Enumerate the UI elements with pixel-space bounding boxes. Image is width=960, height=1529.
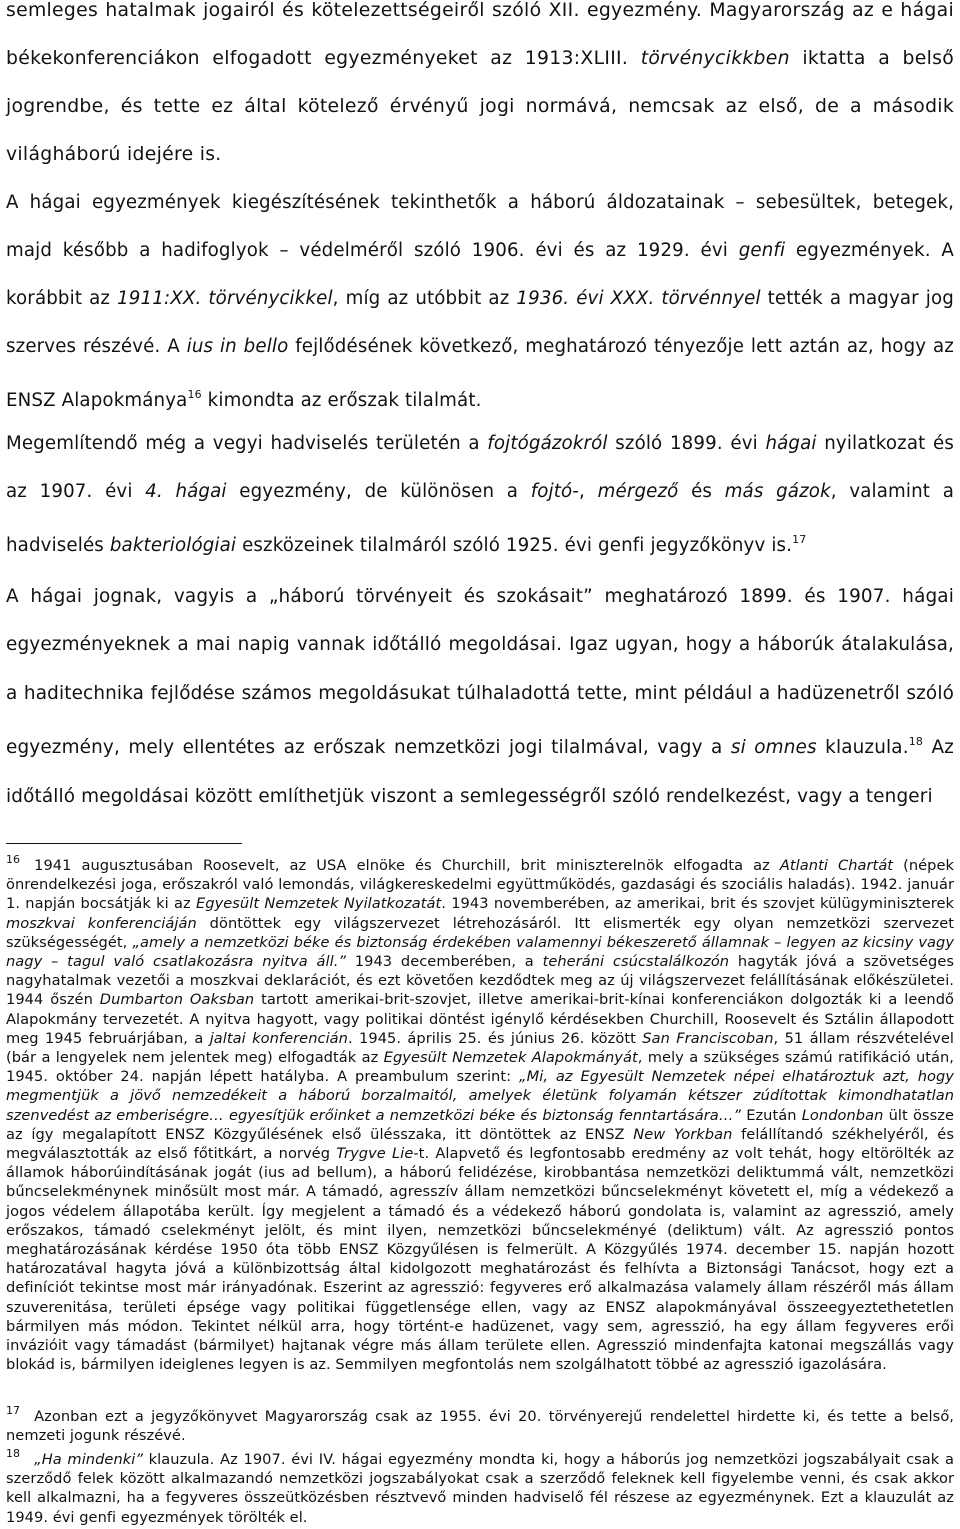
fn16-t18: Egyesült Nemzetek Alapokmányát (383, 1049, 638, 1067)
fn16-t19: , mely a szükséges számú ratifikáció után, 1945. október 24. napján lépett hatályba. A preambulum szerint: (6, 1049, 955, 1086)
paragraph-3 (6, 420, 954, 570)
fn16-t23: ült össze az így megalapított ENSZ Közgyűlésének első ülésszaka, itt döntöttek az ENSZ (6, 1106, 954, 1143)
fn16-t20: „Mi, az Egyesült Nemzetek népei elhatároztuk azt, hogy megmentjük a jövő nemzedékeit a háború borzalmaitól, amelyek életünk folyamán kétszer zúdítottak kimondhatatlan szenvedést az emberiségre… egyesítjük erőinket a nemzetközi béke és biztonság fenntartására…” (6, 1068, 954, 1124)
fn16-t21: Ezután (741, 1106, 802, 1124)
fn16-t24: New Yorkban (633, 1125, 733, 1143)
para3-text-a: Megemlítendő még a vegyi hadviselés területén a (6, 433, 488, 454)
para3-text-i: , (579, 481, 598, 503)
fn18-t2: klauzula. Az 1907. évi IV. hágai egyezmény mondta ki, hogy a háborús jog nemzetközi jogszabályait csak a szerződő felek között alkalmazandó nemzetközi jogszabályokat csak a szerződő feleknek kell figyelembe venni, és csak akkor kell alkalmazni, ha a fegyveres összeütközésben résztvevő minden hadviselő fél részese az egyezménynek. Ezt a klauzulát az 1949. évi genfi egyezmények törölték el. (6, 1451, 954, 1526)
para3-text-k: és (678, 481, 725, 503)
fn16-t15: . 1945. április 25. és június 26. között (347, 1029, 643, 1047)
paragraph-4 (6, 573, 954, 821)
footnote-18-number: 18 (6, 1447, 21, 1460)
fn16-t5: . 1943 novemberében, az amerikai, brit és szovjet külügyminiszterek (441, 895, 954, 913)
fn16-t2: Atlanti Chartát (779, 857, 894, 874)
fn16-t10: teheráni csúcstalálkozón (542, 953, 730, 971)
footnote-16-number: 16 (6, 853, 21, 866)
para2-genfi: genfi (738, 240, 786, 262)
para3-4-hagai: 4. hágai (145, 481, 227, 503)
fn16-t25: felállítandó székhelyéről, és megválasztották az első főtitkárt, a norvég (6, 1125, 954, 1163)
fn16-t12: Dumbarton Oaksban (99, 991, 255, 1009)
para3-text-g: egyezmény, de különösen a (226, 481, 531, 503)
para2-text-i: fejlődésének következő, meghatározó tényezője lett aztán az, hogy az ENSZ Alapokmánya (6, 336, 954, 412)
fn18-t1: „Ha mindenki” (34, 1451, 143, 1468)
fn16-t11: hagyták jóvá a szövetséges nagyhatalmak vezetői a moszkvai deklarációt, és ezt követően kezdődtek meg az új világszervezet felállításának előkészületei. 1944 őszén (6, 953, 955, 1009)
footnote-17 (6, 1401, 954, 1445)
para4-text-a: A hágai jognak, vagyis a „háború törvényeit és szokásait” meghatározó 1899. és 1907. hágai egyezményeknek a mai napig vannak időtálló megoldásai. Igaz ugyan, hogy a háborúk átalakulása, a haditechnika fejlődése számos megoldásukat túlhaladottá tette, mint például a hadüzenetről szóló egyezmény, mely ellentétes az erőszak nemzetközi jogi tilalmával, vagy a (6, 586, 954, 759)
para2-text-j: kimondta az erőszak tilalmát. (201, 390, 482, 412)
para3-text-e: nyilatkozat és az 1907. évi (6, 433, 954, 503)
para4-si-omnes: si omnes (730, 737, 817, 759)
footnote-17-number: 17 (6, 1404, 21, 1417)
fn16-t6: moszkvai konferenciáján (6, 914, 197, 932)
footnote-18 (6, 1444, 954, 1527)
para2-law-1911: 1911:XX. törvénycikkel (117, 288, 333, 310)
footnote-16 (6, 850, 954, 1374)
fn16-t16: San Franciscoban (642, 1029, 774, 1047)
para4-text-d: Az időtálló megoldásai között említhetjük viszont a semlegességről szóló rendelkezést, vagy a tengeri (6, 737, 954, 807)
footnote-ref-18[interactable]: 18 (908, 735, 924, 749)
para1-text-a: semleges hatalmak jogairól és kötelezettségeiről szóló XII. egyezmény. Magyarország az e hágai békekonferenciákon elfogadott egyezményeket az 1913:XLIII. (6, 0, 954, 70)
para2-text-e: , míg az utóbbit az (332, 288, 517, 310)
fn16-t7: döntöttek egy világszervezet létrehozásáról. Itt elismerték egy olyan nemzetközi szervezet szükségességét, (6, 914, 954, 951)
para4-text-c: klauzula. (816, 737, 909, 759)
para3-text-c: szóló 1899. évi (607, 433, 766, 454)
para3-fojtogaz: fojtógázokról (487, 433, 608, 454)
footnote-ref-16[interactable]: 16 (187, 388, 202, 402)
para3-mergezo: mérgező (597, 481, 679, 503)
fn17-t1: Azonban ezt a jegyzőkönyvet Magyarország csak az 1955. évi 20. törvényerejű rendelettel hirdette ki, és tette a belső, nemzeti jogunk részévé. (6, 1408, 954, 1445)
para3-bakteriologiai: bakteriológiai (109, 535, 237, 557)
fn16-t26: Trygve Lie (336, 1145, 414, 1163)
footnote-separator (6, 843, 242, 844)
para1-text-c: iktatta a belső jogrendbe, és tette ez által kötelező érvényű jogi normává, nemcsak az első, de a második világháború idejére is. (6, 48, 954, 166)
para3-fojto: fojtó- (530, 481, 580, 503)
fn16-t4: Egyesült Nemzetek Nyilatkozatát (195, 895, 442, 913)
fn16-t17: , 51 állam részvételével (bár a lengyelek nem jelentek meg) elfogadták az (6, 1029, 955, 1067)
para2-text-a: A hágai egyezmények kiegészítésének tekinthetők a háború áldozatainak – sebesültek, betegek, majd később a hadifoglyok – védelméről szóló 1906. évi és az 1929. évi (6, 192, 954, 262)
fn16-t9: 1943 decemberében, a (346, 953, 543, 971)
paragraph-2 (6, 179, 954, 425)
para3-text-m: , valamint a hadviselés (6, 481, 954, 557)
para2-law-1936: 1936. évi XXX. törvénnyel (516, 288, 761, 310)
para2-text-g: tették a magyar jog szerves részévé. A (6, 288, 954, 358)
para3-mas-gazok: más gázok (724, 481, 831, 503)
fn16-t14: jaltai konferencián (209, 1029, 348, 1047)
paragraph-1 (6, 0, 954, 179)
fn16-t8: „amely a nemzetközi béke és biztonság érdekében valamennyi békeszerető államnak – legyen az kicsiny vagy nagy – tagul való csatlakozásra nyitva áll.” (6, 933, 955, 971)
para3-text-o: eszközeinek tilalmáról szóló 1925. évi genfi jegyzőkönyv is. (236, 535, 793, 557)
para2-ius-in-bello: ius in bello (186, 336, 289, 358)
para2-text-c: egyezmények. A korábbit az (6, 240, 954, 310)
fn16-t27: -t. Alapvető és legfontosabb eredmény az volt tehát, hogy eltörölték az államok háborúindításának jogát (ius ad bellum), a háború felidézése, kirobbantása nemzetközi deliktummá vált, nemzetközi bűncselekménynek minősült most már. A támadó, agresszív állam nemzetközi bűncselekményt követett el, míg a védekező a jogos védelem állapotába került. Így megjelent a támadó és a védekező háború gondolata is, valamint az agresszió, amely erőszakos, támadó cselekményt jelölt, és mint ilyen, nemzetközi bűncselekményé (deliktum) vált. Az agresszió pontos meghatározásának kérdése 1950 óta több ENSZ Közgyűlésen is felmerült. A Közgyűlés 1974. december 15. napján hozott határozatával hagyta jóvá a különbizottság által kidolgozott meghatározást és felhívta a Biztonsági Tanácsot, hogy ezt a definíciót tekintse most már irányadónak. Eszerint az agresszió: fegyveres erő alkalmazása valamely állam részéről más állam szuverenitása, területi épsége vagy politikai függetlensége ellen, vagy az ENSZ alapokmányával összeegyeztethetetlen bármilyen más módon. Tekintet nélkül arra, hogy történt-e hadüzenet, vagy sem, agresszió, ha egy állam fegyveres erői invázióit vagy támadást (bármilyet) hajtanak végre más állam területe ellen. Agresszió mindenfajta katonai megszállás vagy blokád is, bármilyen ideiglenes legyen is az. Semmilyen megfontolás nem szolgálhatott többé az agresszió igazolására. (6, 1145, 954, 1374)
fn16-t3: (népek önrendelkezési joga, erőszakról való lemondás, világkereskedelmi együttműködés, gazdasági és szociális haladás). 1942. január 1. napján bocsátják ki az (6, 857, 954, 913)
fn16-t1: 1941 augusztusában Roosevelt, az USA elnöke és Churchill, brit miniszterelnök elfogadta az (34, 857, 780, 874)
para1-law-ref: törvénycikkben (640, 48, 790, 70)
fn16-t22: Londonban (801, 1106, 884, 1124)
fn16-t13: tartott amerikai-brit-szovjet, illetve amerikai-brit-kínai konferenciákon dolgozták ki a leendő Alapokmány tervezetét. A nyitva hagyott, vagy politikai döntést igénylő kérdésekben Churchill, Roosevelt és Sztálin állapodott meg 1945 februárjában, a (6, 991, 954, 1047)
footnote-ref-17[interactable]: 17 (792, 533, 807, 547)
para3-hagai: hágai (765, 433, 817, 454)
